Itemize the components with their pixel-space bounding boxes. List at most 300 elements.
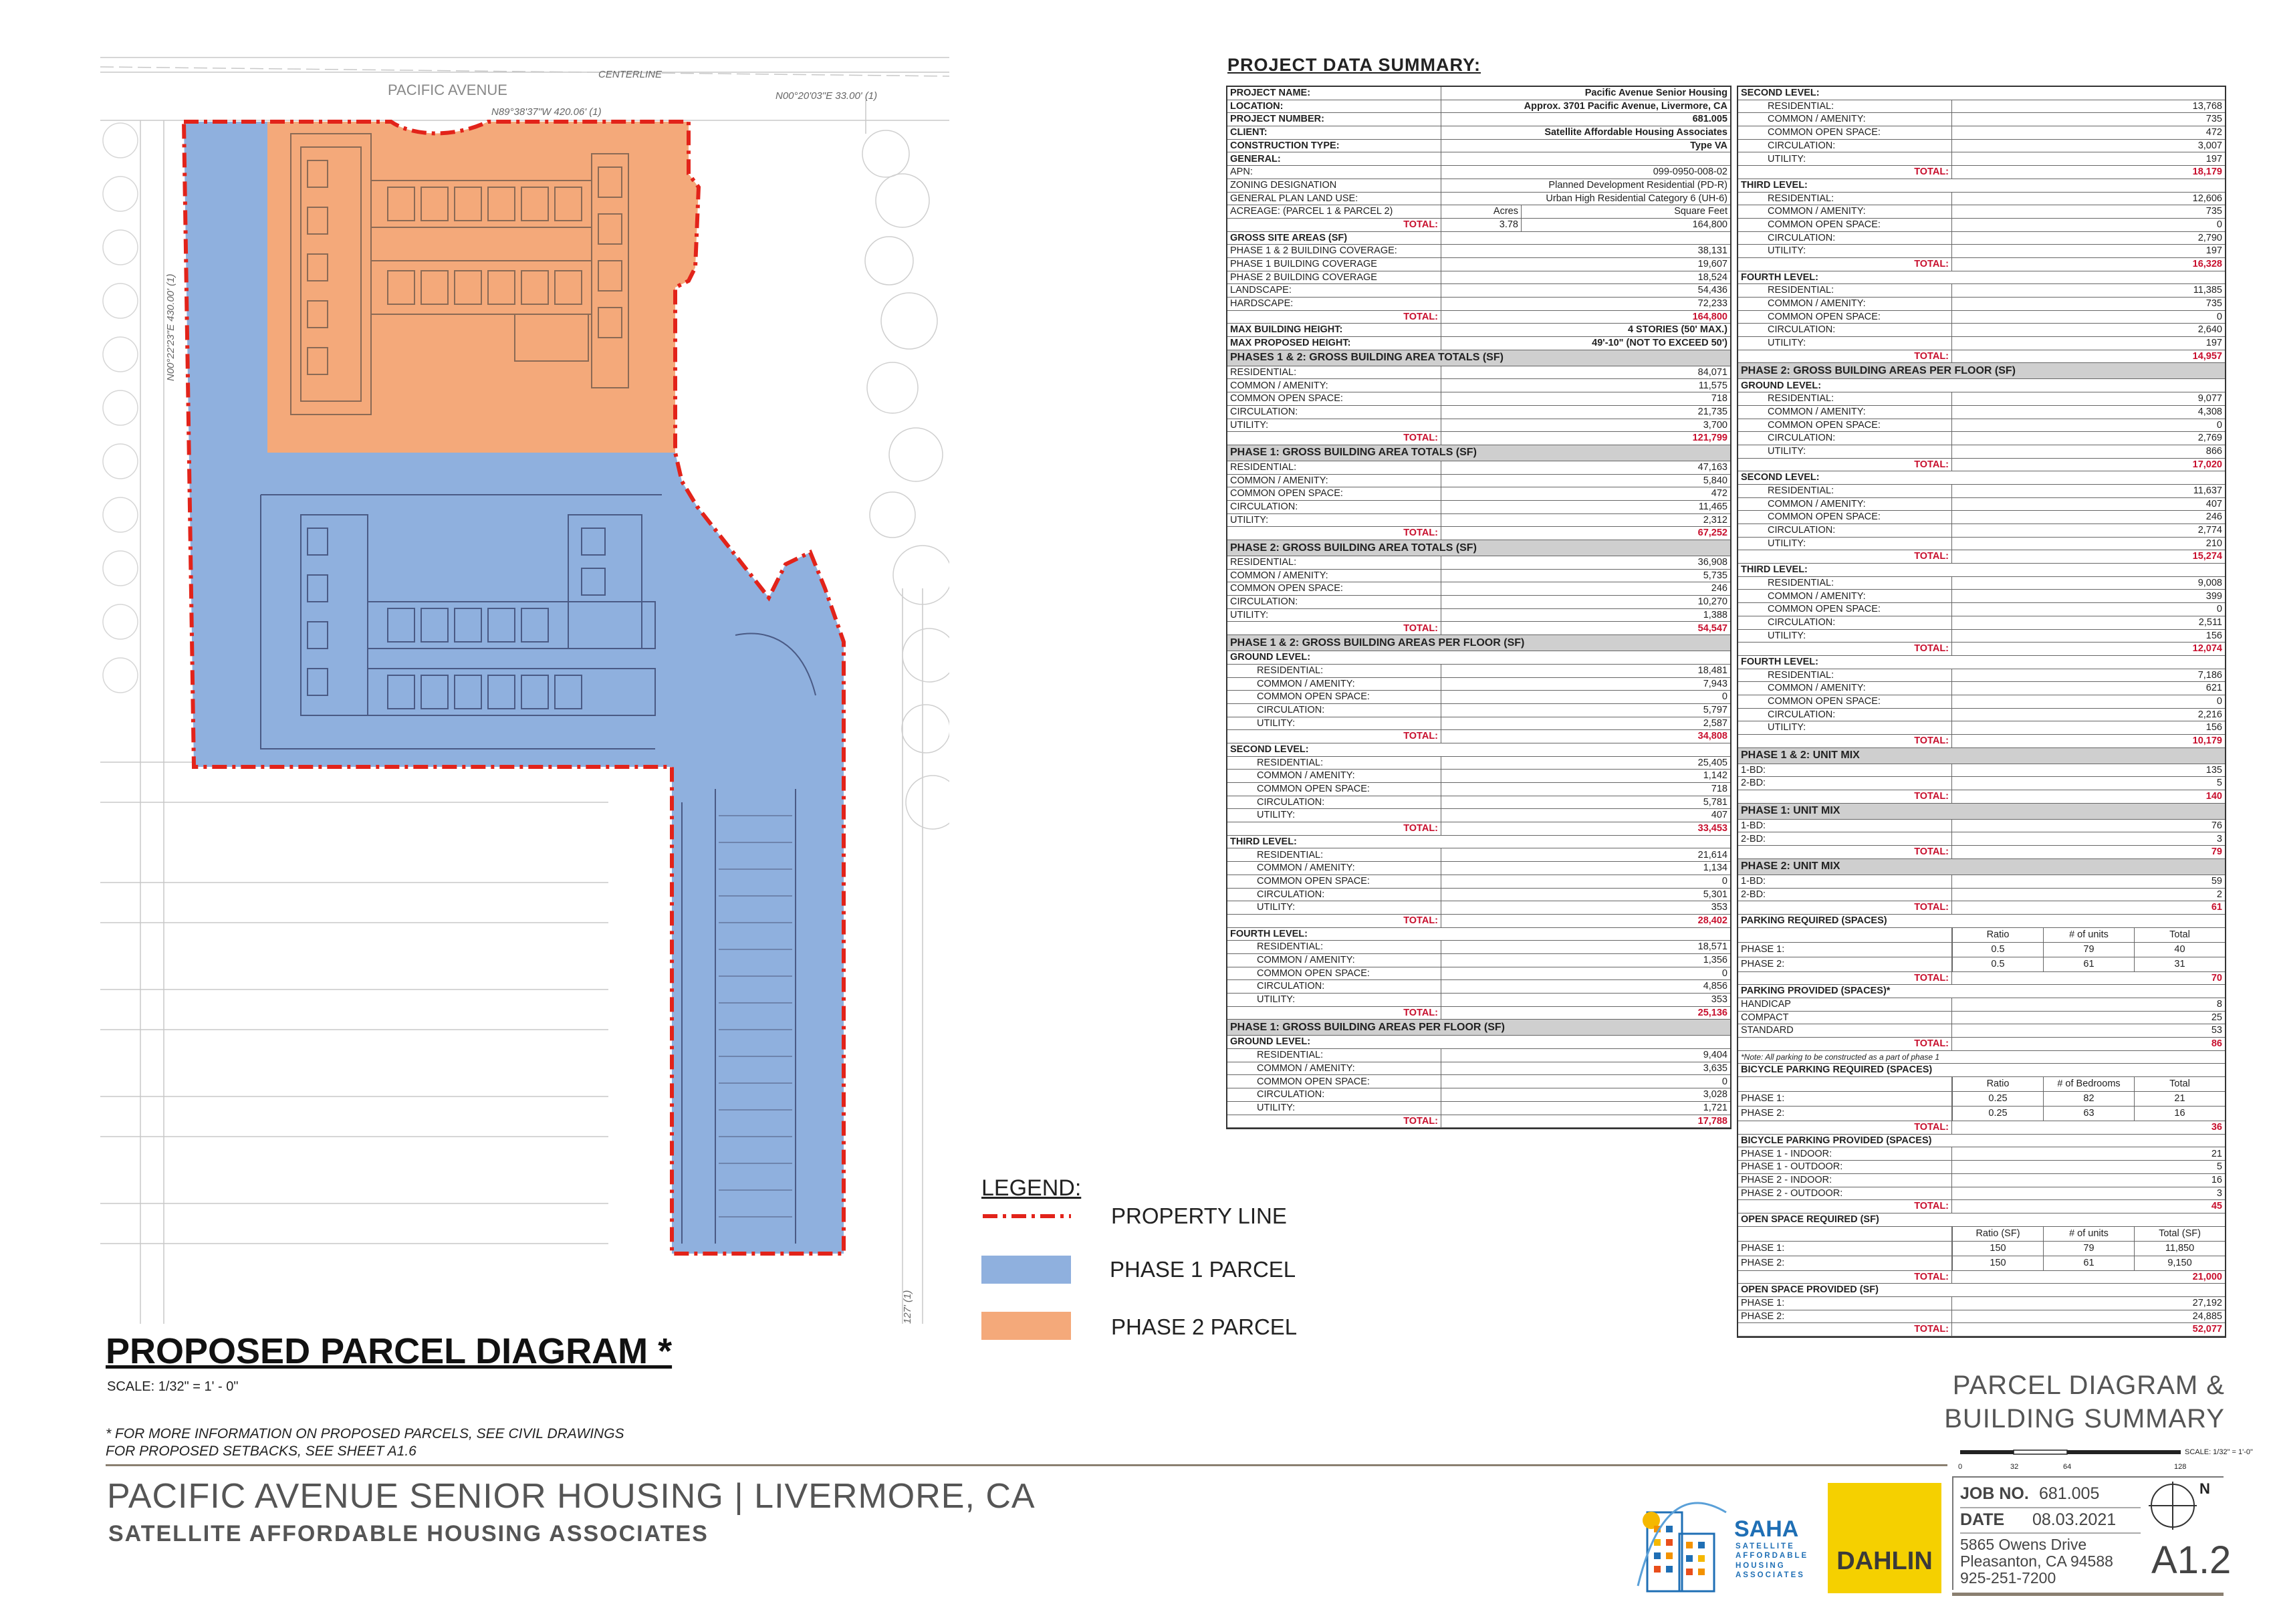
row-value: 21 xyxy=(2211,1148,2222,1159)
row-label: 1-BD: xyxy=(1738,764,1952,777)
summary-row xyxy=(1227,219,1730,232)
row-label: COMMON / AMENITY: xyxy=(1227,770,1441,782)
sheet-number: A1.2 xyxy=(2151,1538,2232,1582)
summary-row xyxy=(1227,311,1730,324)
summary-row xyxy=(1738,804,2225,820)
section-label: PARKING REQUIRED (SPACES) xyxy=(1741,915,1887,926)
row-value: 18,571 xyxy=(1697,941,1727,953)
summary-row xyxy=(1227,928,1730,941)
row-label: MAX BUILDING HEIGHT: xyxy=(1227,324,1441,336)
row-label: RESIDENTIAL: xyxy=(1227,665,1441,677)
summary-row xyxy=(1227,337,1730,350)
row-label: TOTAL: xyxy=(1227,432,1441,445)
row-label: COMMON / AMENITY: xyxy=(1227,379,1441,392)
summary-row xyxy=(1738,445,2225,459)
summary-row xyxy=(1227,730,1730,743)
row-value: Planned Development Residential (PD-R) xyxy=(1548,179,1727,191)
row-value: 5 xyxy=(2216,778,2222,789)
row-label: 2-BD: xyxy=(1738,777,1952,790)
row-label: COMMON OPEN SPACE: xyxy=(1738,126,1952,139)
summary-row xyxy=(1227,717,1730,731)
row-value: 2,511 xyxy=(2198,616,2222,628)
summary-row xyxy=(1738,406,2225,419)
row-value: 164,800 xyxy=(1692,311,1727,322)
row-label: PHASE 2 BUILDING COVERAGE xyxy=(1227,271,1441,284)
summary-row xyxy=(1738,140,2225,153)
summary-row xyxy=(1227,232,1730,245)
row-value: 59 xyxy=(2211,875,2222,887)
summary-row xyxy=(1738,1323,2225,1337)
row-value: 25,136 xyxy=(1697,1007,1727,1018)
row-value: 1,721 xyxy=(1703,1102,1727,1113)
summary-row xyxy=(1738,1038,2225,1051)
row-value: 735 xyxy=(2205,114,2222,125)
summary-row xyxy=(1227,113,1730,126)
saha-logo-text: SAHA xyxy=(1734,1516,1799,1542)
summary-row xyxy=(1227,915,1730,928)
summary-row xyxy=(1738,193,2225,206)
summary-row xyxy=(1738,471,2225,485)
section-heading: PHASE 2: UNIT MIX xyxy=(1741,860,1840,873)
row-value: 681.005 xyxy=(1692,114,1727,125)
row-label: CIRCULATION: xyxy=(1738,232,1952,245)
summary-row xyxy=(1738,152,2225,166)
row-label: TOTAL: xyxy=(1738,166,1952,179)
row-label: COMMON OPEN SPACE: xyxy=(1227,582,1441,595)
row-value: 25,405 xyxy=(1697,757,1727,768)
row-label: COMMON / AMENITY: xyxy=(1738,498,1952,511)
summary-row xyxy=(1738,1242,2225,1256)
diagram-title: PROPOSED PARCEL DIAGRAM * xyxy=(106,1331,673,1371)
row-value-cell: # of units xyxy=(2043,928,2134,942)
scale-tick-32: 32 xyxy=(2010,1463,2019,1471)
summary-row xyxy=(1227,994,1730,1007)
summary-table-column-1 xyxy=(1226,86,1731,1129)
row-label: COMMON OPEN SPACE: xyxy=(1227,875,1441,888)
summary-row xyxy=(1227,836,1730,849)
summary-row xyxy=(1738,100,2225,114)
summary-row xyxy=(1227,140,1730,153)
row-label: CIRCULATION: xyxy=(1227,1088,1441,1101)
row-label: TOTAL: xyxy=(1227,1007,1441,1020)
dahlin-logo-text: DAHLIN xyxy=(1836,1547,1933,1575)
summary-row xyxy=(1227,100,1730,114)
row-value-cell: 0.5 xyxy=(1952,957,2043,971)
row-value-cell: 40 xyxy=(2134,943,2225,957)
row-label: UTILITY: xyxy=(1227,609,1441,622)
summary-row xyxy=(1738,985,2225,998)
row-label: PHASE 1 - OUTDOOR: xyxy=(1738,1161,1952,1173)
row-values xyxy=(1952,1107,2225,1121)
row-label: TOTAL: xyxy=(1738,350,1952,363)
row-value: 86 xyxy=(2211,1038,2222,1050)
row-value: 718 xyxy=(1711,784,1727,795)
summary-table-column-2 xyxy=(1737,86,2226,1338)
row-value: Square Feet xyxy=(1674,206,1727,217)
row-value: 353 xyxy=(1711,994,1727,1006)
summary-row xyxy=(1227,284,1730,298)
section-label: OPEN SPACE REQUIRED (SF) xyxy=(1741,1213,1879,1225)
row-value: 210 xyxy=(2205,538,2222,549)
summary-row xyxy=(1738,271,2225,285)
row-value: 17,020 xyxy=(2192,459,2222,470)
row-value: 49'-10" (NOT TO EXCEED 50') xyxy=(1592,338,1727,349)
row-value: 9,008 xyxy=(2197,577,2222,588)
row-value: 19,607 xyxy=(1697,259,1727,270)
row-label: CIRCULATION: xyxy=(1738,524,1952,537)
row-value: 246 xyxy=(1711,583,1727,594)
row-value: 0 xyxy=(2216,604,2222,615)
row-label: PHASE 1: xyxy=(1738,943,1952,957)
summary-row xyxy=(1227,889,1730,902)
row-label: CIRCULATION: xyxy=(1738,324,1952,336)
summary-row xyxy=(1227,245,1730,258)
summary-row xyxy=(1227,678,1730,691)
row-value-cell: # of units xyxy=(2043,1227,2134,1241)
summary-row xyxy=(1227,556,1730,570)
section-label: FOURTH LEVEL: xyxy=(1741,656,1818,667)
row-value: 34,808 xyxy=(1697,731,1727,742)
row-label: UTILITY: xyxy=(1738,630,1952,643)
row-value: 0 xyxy=(1721,1076,1727,1087)
summary-row xyxy=(1227,406,1730,419)
summary-row xyxy=(1227,419,1730,433)
summary-row xyxy=(1227,1007,1730,1020)
row-label: HARDSCAPE: xyxy=(1227,298,1441,310)
row-value-cell: Total xyxy=(2134,928,2225,942)
saha-sub-4: ASSOCIATES xyxy=(1736,1571,1805,1580)
row-label: UTILITY: xyxy=(1738,337,1952,350)
summary-row xyxy=(1738,324,2225,337)
section-label: SECOND LEVEL: xyxy=(1741,472,1820,483)
row-label: RESIDENTIAL: xyxy=(1738,100,1952,113)
summary-row xyxy=(1738,1121,2225,1135)
date-divider xyxy=(1960,1532,2141,1534)
summary-row xyxy=(1738,379,2225,392)
summary-row xyxy=(1738,298,2225,311)
row-value: 3 xyxy=(2216,1187,2222,1199)
row-value: 7,943 xyxy=(1703,678,1727,689)
row-value: 2,769 xyxy=(2197,433,2222,444)
row-label: COMMON / AMENITY: xyxy=(1738,590,1952,602)
row-value: 1,134 xyxy=(1703,862,1727,874)
row-label: LOCATION: xyxy=(1227,100,1441,113)
summary-row xyxy=(1227,179,1730,193)
row-value: 407 xyxy=(1711,810,1727,821)
row-value: 54,547 xyxy=(1697,622,1727,634)
scale-note: SCALE: 1/32" = 1'-0" xyxy=(2185,1448,2253,1456)
row-value: 10,270 xyxy=(1697,596,1727,608)
row-value: 5,840 xyxy=(1703,475,1727,486)
row-values xyxy=(1952,1092,2225,1106)
row-label: UTILITY: xyxy=(1227,514,1441,527)
row-value: 164,800 xyxy=(1692,219,1727,230)
row-label: CONSTRUCTION TYPE: xyxy=(1227,140,1441,152)
section-label: OPEN SPACE PROVIDED (SF) xyxy=(1741,1284,1879,1296)
row-label: GROSS SITE AREAS (SF) xyxy=(1227,232,1441,245)
summary-row xyxy=(1738,1161,2225,1174)
date-value: 08.03.2021 xyxy=(2032,1510,2117,1529)
row-label: PROJECT NUMBER: xyxy=(1227,113,1441,126)
row-label: LANDSCAPE: xyxy=(1227,284,1441,297)
saha-sub-1: SATELLITE xyxy=(1736,1542,1795,1550)
row-label: TOTAL: xyxy=(1738,1121,1952,1134)
row-value-cell: 0.25 xyxy=(1952,1107,2043,1121)
summary-row xyxy=(1738,1051,2225,1064)
bearing-bottom-right-label: 127' (1) xyxy=(902,1290,913,1324)
summary-row xyxy=(1227,770,1730,783)
row-value: 866 xyxy=(2205,445,2222,457)
phase-2-parcel xyxy=(267,122,699,453)
summary-row xyxy=(1738,764,2225,778)
row-value: 38,131 xyxy=(1697,245,1727,257)
row-label: RESIDENTIAL: xyxy=(1738,485,1952,497)
saha-sub-2: AFFORDABLE xyxy=(1736,1552,1809,1560)
row-label: CIRCULATION: xyxy=(1227,889,1441,901)
row-label: TOTAL: xyxy=(1738,846,1952,858)
summary-row xyxy=(1227,704,1730,717)
row-label: 2-BD: xyxy=(1738,832,1952,845)
row-label: UTILITY: xyxy=(1738,721,1952,734)
row-value: 1,388 xyxy=(1703,609,1727,620)
summary-row xyxy=(1738,311,2225,324)
row-label: COMMON OPEN SPACE: xyxy=(1227,967,1441,980)
row-value: 472 xyxy=(2205,127,2222,138)
section-label: *Note: All parking to be constructed as a part of phase 1 xyxy=(1741,1052,1940,1062)
row-value: 54,436 xyxy=(1697,285,1727,296)
summary-row xyxy=(1738,820,2225,833)
saha-sub-3: HOUSING xyxy=(1736,1561,1786,1570)
row-label: PHASE 1 BUILDING COVERAGE xyxy=(1227,258,1441,271)
section-heading: PHASE 1: UNIT MIX xyxy=(1741,805,1840,817)
row-value: 53 xyxy=(2211,1025,2222,1036)
row-value: 12,606 xyxy=(2192,193,2222,204)
row-value: 197 xyxy=(2205,245,2222,257)
row-label: TOTAL: xyxy=(1738,1323,1952,1336)
row-value-cell: 61 xyxy=(2043,957,2134,971)
row-value-cell: 0.25 xyxy=(1952,1092,2043,1106)
row-value: 399 xyxy=(2205,590,2222,602)
street-label: PACIFIC AVENUE xyxy=(388,82,507,98)
bearing-left-label: N00°22'23"E 430.00' (1) xyxy=(165,273,176,381)
phone-number: 925-251-7200 xyxy=(1960,1569,2056,1587)
summary-row xyxy=(1227,635,1730,651)
row-values xyxy=(1952,1242,2225,1256)
row-label: COMMON OPEN SPACE: xyxy=(1227,691,1441,703)
summary-row xyxy=(1227,487,1730,501)
row-value: 45 xyxy=(2211,1201,2222,1212)
row-label: CIRCULATION: xyxy=(1227,980,1441,993)
summary-row xyxy=(1227,1102,1730,1115)
row-value: 27,192 xyxy=(2192,1298,2222,1309)
row-value: 4,308 xyxy=(2197,406,2222,417)
section-heading: PHASES 1 & 2: GROSS BUILDING AREA TOTALS (SF) xyxy=(1230,352,1504,364)
summary-row xyxy=(1738,889,2225,902)
job-number-label: JOB NO. xyxy=(1960,1484,2029,1503)
scale-tick-128: 128 xyxy=(2174,1463,2187,1471)
summary-row xyxy=(1738,284,2225,298)
summary-row xyxy=(1738,550,2225,564)
row-value: 621 xyxy=(2205,683,2222,694)
summary-row xyxy=(1227,1036,1730,1049)
row-label: COMMON OPEN SPACE: xyxy=(1738,311,1952,324)
row-label: TOTAL: xyxy=(1227,730,1441,743)
summary-row xyxy=(1738,1213,2225,1227)
row-label: PHASE 1: xyxy=(1738,1242,1952,1256)
row-label: 2-BD: xyxy=(1738,889,1952,901)
row-value: 735 xyxy=(2205,298,2222,310)
row-value-acres: 3.78 xyxy=(1441,219,1522,231)
row-value: Pacific Avenue Senior Housing xyxy=(1584,88,1727,99)
summary-row xyxy=(1738,630,2225,643)
sheet-title-line-1: PARCEL DIAGRAM & xyxy=(1952,1371,2225,1400)
summary-row xyxy=(1738,590,2225,603)
row-label: COMMON OPEN SPACE: xyxy=(1227,487,1441,500)
row-value: Type VA xyxy=(1690,140,1727,151)
north-arrow-icon xyxy=(2147,1479,2201,1532)
row-value: 0 xyxy=(2216,219,2222,230)
row-label: PHASE 2: xyxy=(1738,957,1952,971)
row-value: 14,957 xyxy=(2192,350,2222,362)
row-value: 3,700 xyxy=(1703,419,1727,431)
row-label: TOTAL: xyxy=(1738,550,1952,563)
row-label: CLIENT: xyxy=(1227,126,1441,139)
summary-row xyxy=(1738,777,2225,790)
row-value: Approx. 3701 Pacific Avenue, Livermore, CA xyxy=(1524,100,1727,112)
row-label: PHASE 2: xyxy=(1738,1310,1952,1323)
summary-row xyxy=(1738,1092,2225,1107)
summary-row xyxy=(1227,757,1730,770)
summary-row xyxy=(1227,980,1730,994)
row-value: 72,233 xyxy=(1697,298,1727,310)
summary-row xyxy=(1227,941,1730,954)
row-value: 4,856 xyxy=(1703,981,1727,992)
row-value: 36,908 xyxy=(1697,557,1727,568)
row-value: 3,635 xyxy=(1703,1062,1727,1074)
row-value-cell: 150 xyxy=(1952,1256,2043,1270)
summary-row xyxy=(1227,350,1730,366)
summary-row xyxy=(1738,1174,2225,1187)
summary-row xyxy=(1227,582,1730,596)
row-label: RESIDENTIAL: xyxy=(1227,757,1441,770)
summary-row xyxy=(1227,379,1730,392)
summary-row xyxy=(1738,232,2225,245)
row-value: Urban High Residential Category 6 (UH-6) xyxy=(1546,193,1727,204)
summary-row xyxy=(1738,564,2225,577)
row-label: CIRCULATION: xyxy=(1227,501,1441,513)
summary-row xyxy=(1738,1064,2225,1077)
row-value: 5,301 xyxy=(1703,889,1727,900)
legend-title: LEGEND: xyxy=(981,1175,1082,1201)
summary-row xyxy=(1227,540,1730,556)
summary-row xyxy=(1227,432,1730,445)
row-label: UTILITY: xyxy=(1227,901,1441,914)
row-label: TOTAL: xyxy=(1738,258,1952,271)
row-label: PHASE 2 - INDOOR: xyxy=(1738,1174,1952,1187)
row-label: TOTAL: xyxy=(1738,1200,1952,1213)
row-label: COMMON / AMENITY: xyxy=(1738,682,1952,695)
summary-row xyxy=(1738,972,2225,985)
row-value: 2,774 xyxy=(2197,525,2222,536)
row-label: TOTAL: xyxy=(1227,822,1441,835)
summary-row xyxy=(1738,656,2225,669)
row-value: 9,077 xyxy=(2197,393,2222,404)
row-value: 156 xyxy=(2205,722,2222,733)
row-value-cell: 79 xyxy=(2043,1242,2134,1256)
summary-row xyxy=(1227,205,1730,219)
row-value-cell: Total xyxy=(2134,1077,2225,1091)
summary-row xyxy=(1738,432,2225,445)
summary-row xyxy=(1227,392,1730,406)
summary-row xyxy=(1227,298,1730,311)
row-label: RESIDENTIAL: xyxy=(1227,366,1441,379)
summary-row xyxy=(1738,258,2225,271)
summary-row xyxy=(1227,609,1730,622)
row-label: RESIDENTIAL: xyxy=(1227,848,1441,861)
section-label: GROUND LEVEL: xyxy=(1230,652,1311,663)
row-label: RESIDENTIAL: xyxy=(1738,577,1952,590)
diagram-note-line-1: * FOR MORE INFORMATION ON PROPOSED PARCELS, SEE CIVIL DRAWINGS xyxy=(106,1426,624,1441)
row-label: COMMON OPEN SPACE: xyxy=(1738,603,1952,616)
row-value-cell: Ratio xyxy=(1952,1077,2043,1091)
summary-row xyxy=(1738,928,2225,943)
row-label: COMMON OPEN SPACE: xyxy=(1227,1075,1441,1088)
row-value: 472 xyxy=(1711,488,1727,499)
row-value: 3,007 xyxy=(2197,140,2222,151)
row-value: 1,142 xyxy=(1703,770,1727,782)
row-value: 3 xyxy=(2216,833,2222,844)
summary-row xyxy=(1738,337,2225,350)
summary-row xyxy=(1738,205,2225,219)
row-label: TOTAL: xyxy=(1738,790,1952,803)
row-value: 353 xyxy=(1711,902,1727,913)
row-value: 12,074 xyxy=(2192,643,2222,655)
row-value: 18,481 xyxy=(1697,665,1727,676)
row-label: PHASE 2: xyxy=(1738,1256,1952,1270)
left-trees xyxy=(103,123,138,693)
row-value: 5,735 xyxy=(1703,570,1727,581)
row-value: 11,575 xyxy=(1698,380,1727,391)
row-value: 33,453 xyxy=(1697,823,1727,834)
row-label: UTILITY: xyxy=(1738,538,1952,550)
summary-row xyxy=(1227,651,1730,665)
row-value: 61 xyxy=(2211,902,2222,913)
row-values xyxy=(1952,928,2225,942)
summary-row xyxy=(1738,538,2225,551)
summary-row xyxy=(1227,461,1730,475)
summary-row xyxy=(1738,485,2225,498)
row-label xyxy=(1738,1077,1952,1091)
project-data-summary-title: PROJECT DATA SUMMARY: xyxy=(1227,55,1481,75)
row-label: COMMON / AMENITY: xyxy=(1227,954,1441,967)
summary-row xyxy=(1738,577,2225,590)
summary-row xyxy=(1227,783,1730,796)
summary-row xyxy=(1738,219,2225,232)
row-label: PHASE 1: xyxy=(1738,1297,1952,1310)
summary-row xyxy=(1227,514,1730,528)
row-value: 52,077 xyxy=(2192,1324,2222,1335)
summary-row xyxy=(1738,113,2225,126)
row-values xyxy=(1952,943,2225,957)
row-value: 197 xyxy=(2205,338,2222,349)
row-label: COMMON / AMENITY: xyxy=(1227,1062,1441,1075)
summary-row xyxy=(1227,954,1730,967)
section-label: GROUND LEVEL: xyxy=(1230,1036,1311,1048)
row-value: 21,614 xyxy=(1697,849,1727,860)
summary-row xyxy=(1738,669,2225,683)
section-label: BICYCLE PARKING REQUIRED (SPACES) xyxy=(1741,1064,1933,1076)
summary-row xyxy=(1738,498,2225,511)
